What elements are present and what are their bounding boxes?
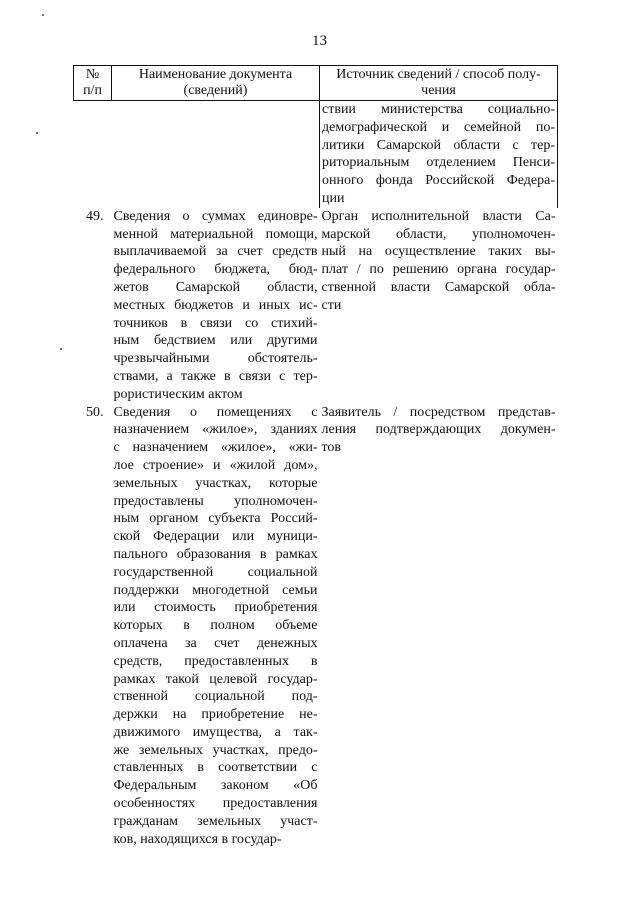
text-line: жетов Самарской области, — [113, 279, 318, 295]
scan-speck — [42, 14, 44, 16]
text-line: Сведения о суммах единовре- — [113, 208, 318, 224]
header-source — [320, 66, 558, 101]
row-number: 49. — [86, 208, 104, 224]
header-source-line: чения — [421, 83, 456, 98]
header-num-line: п/п — [83, 83, 102, 98]
table-row-49 — [74, 208, 558, 404]
text-line: федерального бюджета, бюд- — [113, 262, 318, 278]
text-line: местных бюджетов и иных ис- — [113, 297, 318, 313]
text-line: демографической и семейной по- — [322, 119, 555, 135]
text-line: риториальным отделением Пенси- — [322, 155, 555, 171]
text-line: которых в полном объеме — [113, 618, 318, 634]
table-header — [74, 66, 558, 101]
table-row-continuation — [74, 101, 558, 208]
text-line: менной материальной помощи, — [113, 226, 318, 242]
text-line: ков, находящихся в государ- — [113, 831, 282, 847]
text-line: ным бедствием или другими — [113, 333, 318, 349]
text-line: плат / по решению органа государ- — [321, 262, 556, 278]
page-number: 13 — [312, 33, 327, 49]
text-line: ления подтверждающих докумен- — [321, 422, 556, 438]
scan-speck — [36, 132, 38, 134]
text-line: земельных участках, которые — [113, 475, 318, 491]
scan-speck — [60, 348, 62, 350]
text-line: с назначением «жилое», «жи- — [113, 440, 318, 456]
text-line: марской области, уполномочен- — [321, 226, 556, 242]
text-line: рористическим актом — [113, 386, 243, 402]
header-num-line: № — [85, 67, 100, 82]
text-line: предоставлены уполномочен- — [113, 493, 318, 509]
text-line: чрезвычайными обстоятель- — [113, 351, 318, 367]
source-cell — [320, 101, 558, 208]
text-line: ным органом субъекта Россий- — [113, 511, 318, 527]
text-line: ской Федерации или муници- — [113, 529, 318, 545]
text-line: литики Самарской области с тер- — [322, 137, 555, 153]
text-line: Сведения о помещениях с — [113, 404, 318, 420]
text-line: Заявитель / посредством представ- — [321, 404, 556, 420]
text-line: рамках такой целевой государ- — [113, 671, 318, 687]
text-line: ный на осуществление таких вы- — [321, 244, 556, 260]
source-cell — [320, 404, 558, 849]
text-line: гражданам земельных участ- — [113, 813, 318, 829]
header-num — [74, 66, 112, 101]
text-line: ствии министерства социально- — [322, 102, 555, 117]
text-line: особенностях предоставления — [113, 796, 318, 812]
header-name-line: Наименование документа — [138, 67, 293, 82]
text-line: назначением «жилое», зданиях — [113, 422, 318, 438]
source-cell — [320, 208, 558, 404]
text-line: ственной социальной под- — [113, 689, 318, 705]
document-name-cell — [112, 404, 320, 849]
text-line: ции — [322, 190, 345, 206]
text-line: Орган исполнительной власти Са- — [321, 208, 556, 224]
text-line: ставленных в соответствии с — [113, 760, 318, 776]
documents-table — [73, 65, 558, 848]
text-line: движимого имущества, а так- — [113, 724, 318, 740]
header-name-line: (сведений) — [183, 83, 248, 98]
header-source-line: Источник сведений / способ полу- — [336, 67, 541, 82]
text-line: держки на приобретение не- — [113, 707, 318, 723]
document-name-cell — [112, 208, 320, 404]
text-line: же земельных участках, предо- — [113, 742, 318, 758]
text-line: ствами, а также в связи с тер- — [113, 368, 318, 384]
text-line: ственной власти Самарской обла- — [321, 279, 556, 295]
text-line: сти — [321, 297, 342, 313]
header-name — [112, 66, 320, 101]
text-line: Федеральным законом «Об — [113, 778, 318, 794]
text-line: тов — [321, 440, 342, 456]
text-line: онного фонда Российской Федера- — [322, 173, 555, 189]
text-line: средств, предоставленных в — [113, 653, 318, 669]
text-line: лое строение» и «жилой дом», — [113, 457, 318, 473]
text-line: точников в связи со стихий- — [113, 315, 318, 331]
text-line: поддержки многодетной семьи — [113, 582, 318, 598]
text-line: оплачена за счет денежных — [113, 635, 318, 651]
text-line: пального образования в рамках — [113, 546, 318, 562]
text-line: или стоимость приобретения — [113, 600, 318, 616]
row-number: 50. — [86, 404, 104, 420]
text-line: выплачиваемой за счет средств — [113, 244, 318, 260]
table-row-50 — [74, 404, 558, 849]
text-line: государственной социальной — [113, 564, 318, 580]
